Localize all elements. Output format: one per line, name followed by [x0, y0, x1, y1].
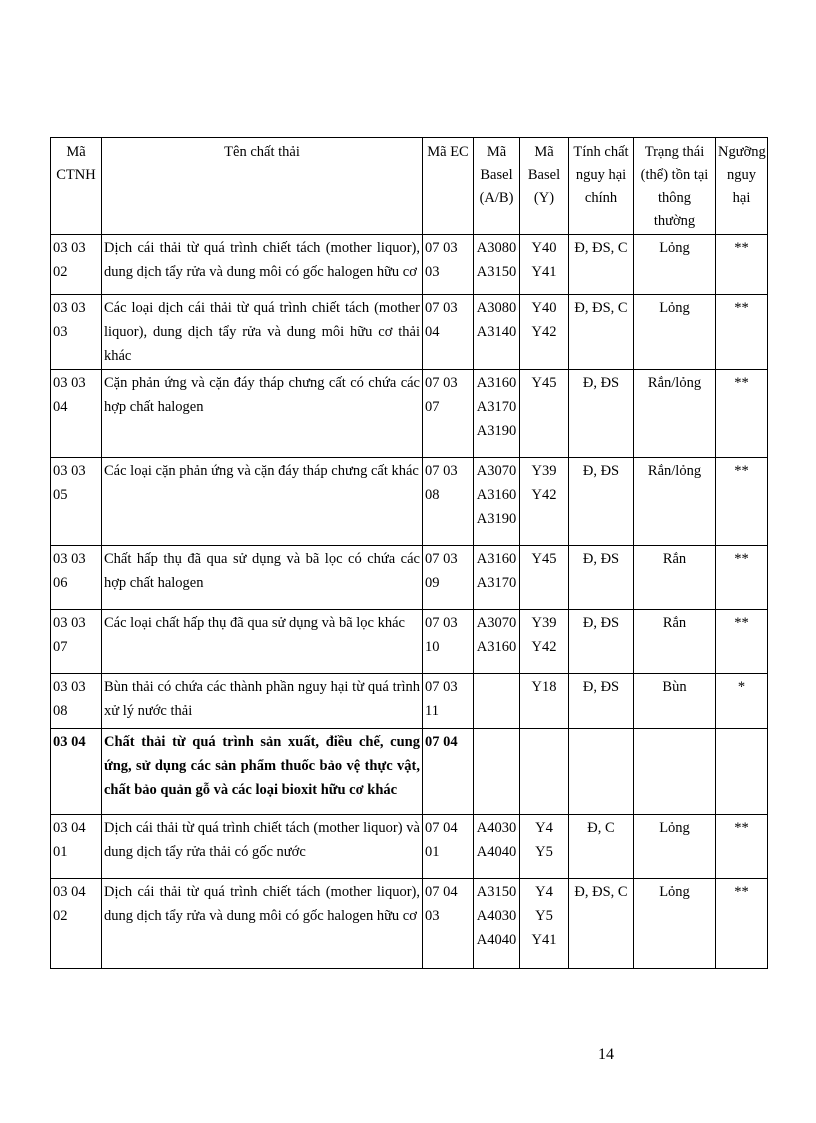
ma-ctnh-cell: 03 03 02: [51, 235, 102, 295]
header-basel-y: Mã Basel (Y): [520, 138, 569, 235]
table-body: [51, 235, 768, 969]
basel-y-cell-value: Y42: [531, 487, 557, 503]
basel-ab-cell-value: A4030: [476, 908, 517, 924]
nguong-cell: **: [716, 879, 768, 969]
basel-ab-cell: [474, 674, 520, 729]
ma-ec-cell: 07 03 08: [423, 458, 474, 546]
basel-y-cell: [520, 729, 569, 815]
table-row: [51, 815, 768, 879]
basel-y-cell: [520, 610, 569, 674]
basel-ab-cell-value: A3070: [476, 463, 517, 479]
nguong-cell: **: [716, 815, 768, 879]
nguong-cell: **: [716, 295, 768, 370]
basel-ab-cell: [474, 235, 520, 295]
ten-chat-thai-cell: Các loại cặn phản ứng và cặn đáy tháp chưng cất khác: [102, 458, 423, 546]
basel-y-cell: [520, 295, 569, 370]
header-basel-ab: Mã Basel (A/B): [474, 138, 520, 235]
ma-ctnh-cell: 03 03 06: [51, 546, 102, 610]
table-row: [51, 235, 768, 295]
ma-ec-cell: 07 03 07: [423, 370, 474, 458]
basel-y-cell-value: Y40: [531, 240, 557, 256]
tinh-chat-cell: Đ, ĐS: [569, 674, 634, 729]
nguong-cell: *: [716, 674, 768, 729]
trang-thai-cell: Lỏng: [634, 815, 716, 879]
ma-ctnh-cell: 03 03 05: [51, 458, 102, 546]
basel-ab-cell-value: A4040: [476, 932, 517, 948]
basel-y-cell-value: Y39: [531, 463, 557, 479]
ten-chat-thai-cell: Cặn phản ứng và cặn đáy tháp chưng cất có chứa các hợp chất halogen: [102, 370, 423, 458]
basel-y-cell-value: Y45: [531, 551, 557, 567]
hazardous-waste-table: [50, 137, 768, 969]
ma-ec-cell: 07 04: [423, 729, 474, 815]
tinh-chat-cell: Đ, ĐS, C: [569, 879, 634, 969]
tinh-chat-cell: Đ, ĐS, C: [569, 235, 634, 295]
basel-ab-cell-value: A3160: [476, 639, 517, 655]
basel-ab-cell-value: A3080: [476, 300, 517, 316]
header-tinh-chat: Tính chất nguy hại chính: [569, 138, 634, 235]
basel-ab-cell-value: A3170: [476, 575, 517, 591]
header-nguong: Ngưỡng nguy hại: [716, 138, 768, 235]
basel-ab-cell-value: A4040: [476, 844, 517, 860]
table-row: [51, 879, 768, 969]
trang-thai-cell: [634, 729, 716, 815]
ma-ctnh-cell: 03 03 03: [51, 295, 102, 370]
basel-y-cell-value: Y5: [535, 844, 553, 860]
basel-ab-cell-value: A3140: [476, 324, 517, 340]
table-row: [51, 610, 768, 674]
basel-y-cell: [520, 546, 569, 610]
basel-y-cell: [520, 815, 569, 879]
basel-y-cell: [520, 458, 569, 546]
basel-y-cell: [520, 674, 569, 729]
ten-chat-thai-cell: Chất thải từ quá trình sản xuất, điều chế, cung ứng, sử dụng các sản phẩm thuốc bảo vệ thực vật, chất bảo quản gỗ và các loại bioxit hữu cơ khác: [102, 729, 423, 815]
table-row: [51, 458, 768, 546]
basel-ab-cell-value: A3160: [476, 375, 517, 391]
basel-ab-cell: [474, 879, 520, 969]
header-ma-ctnh: Mã CTNH: [51, 138, 102, 235]
ten-chat-thai-cell: Dịch cái thải từ quá trình chiết tách (mother liquor), dung dịch tẩy rửa và dung môi có gốc halogen hữu cơ: [102, 879, 423, 969]
tinh-chat-cell: [569, 729, 634, 815]
basel-ab-cell-value: A3080: [476, 240, 517, 256]
basel-ab-cell-value: A3190: [476, 511, 517, 527]
tinh-chat-cell: Đ, ĐS, C: [569, 295, 634, 370]
table-row: [51, 295, 768, 370]
ma-ec-cell: 07 04 01: [423, 815, 474, 879]
basel-ab-cell-value: A3160: [476, 487, 517, 503]
ma-ctnh-cell: 03 04: [51, 729, 102, 815]
basel-ab-cell-value: A4030: [476, 820, 517, 836]
basel-y-cell-value: Y39: [531, 615, 557, 631]
tinh-chat-cell: Đ, ĐS: [569, 546, 634, 610]
trang-thai-cell: Bùn: [634, 674, 716, 729]
basel-ab-cell-value: A3070: [476, 615, 517, 631]
trang-thai-cell: Lỏng: [634, 295, 716, 370]
basel-ab-cell-value: A3170: [476, 399, 517, 415]
trang-thai-cell: Rắn: [634, 546, 716, 610]
trang-thai-cell: Lỏng: [634, 879, 716, 969]
tinh-chat-cell: Đ, ĐS: [569, 458, 634, 546]
ma-ctnh-cell: 03 04 01: [51, 815, 102, 879]
ten-chat-thai-cell: Bùn thải có chứa các thành phần nguy hại từ quá trình xử lý nước thải: [102, 674, 423, 729]
basel-ab-cell-value: A3150: [476, 884, 517, 900]
basel-y-cell-value: Y42: [531, 639, 557, 655]
basel-y-cell: [520, 235, 569, 295]
basel-ab-cell: [474, 458, 520, 546]
nguong-cell: **: [716, 546, 768, 610]
ma-ctnh-cell: 03 03 08: [51, 674, 102, 729]
table-row: [51, 729, 768, 815]
trang-thai-cell: Lỏng: [634, 235, 716, 295]
basel-y-cell-value: Y41: [531, 264, 557, 280]
ma-ctnh-cell: 03 03 07: [51, 610, 102, 674]
page-number: 14: [598, 1046, 614, 1063]
table-row: [51, 674, 768, 729]
ten-chat-thai-cell: Các loại dịch cái thải từ quá trình chiết tách (mother liquor), dung dịch tẩy rửa và dung môi hữu cơ thải khác: [102, 295, 423, 370]
basel-y-cell-value: Y41: [531, 932, 557, 948]
basel-ab-cell-value: A3190: [476, 423, 517, 439]
basel-ab-cell: [474, 729, 520, 815]
nguong-cell: **: [716, 235, 768, 295]
nguong-cell: **: [716, 610, 768, 674]
ma-ec-cell: 07 03 04: [423, 295, 474, 370]
basel-y-cell-value: Y18: [531, 679, 557, 695]
trang-thai-cell: Rắn/lỏng: [634, 458, 716, 546]
header-ten-chat-thai: Tên chất thải: [102, 138, 423, 235]
basel-y-cell: [520, 879, 569, 969]
header-trang-thai: Trạng thái (thể) tồn tại thông thường: [634, 138, 716, 235]
basel-ab-cell: [474, 610, 520, 674]
ma-ec-cell: 07 03 11: [423, 674, 474, 729]
basel-ab-cell: [474, 295, 520, 370]
ma-ec-cell: 07 04 03: [423, 879, 474, 969]
tinh-chat-cell: Đ, ĐS: [569, 610, 634, 674]
basel-ab-cell: [474, 546, 520, 610]
basel-y-cell: [520, 370, 569, 458]
basel-y-cell-value: Y5: [535, 908, 553, 924]
basel-y-cell-value: Y4: [535, 820, 553, 836]
nguong-cell: [716, 729, 768, 815]
trang-thai-cell: Rắn/lỏng: [634, 370, 716, 458]
basel-y-cell-value: Y45: [531, 375, 557, 391]
basel-ab-cell-value: A3160: [476, 551, 517, 567]
basel-y-cell-value: Y4: [535, 884, 553, 900]
tinh-chat-cell: Đ, ĐS: [569, 370, 634, 458]
basel-ab-cell: [474, 370, 520, 458]
ma-ec-cell: 07 03 03: [423, 235, 474, 295]
ten-chat-thai-cell: Dịch cái thải từ quá trình chiết tách (mother liquor), dung dịch tẩy rửa và dung môi có gốc halogen hữu cơ: [102, 235, 423, 295]
ten-chat-thai-cell: Các loại chất hấp thụ đã qua sử dụng và bã lọc khác: [102, 610, 423, 674]
basel-y-cell-value: Y42: [531, 324, 557, 340]
basel-ab-cell-value: A3150: [476, 264, 517, 280]
nguong-cell: **: [716, 458, 768, 546]
table-header-row: [51, 138, 768, 235]
basel-y-cell-value: Y40: [531, 300, 557, 316]
table-row: [51, 546, 768, 610]
table-row: [51, 370, 768, 458]
trang-thai-cell: Rắn: [634, 610, 716, 674]
ma-ctnh-cell: 03 03 04: [51, 370, 102, 458]
ma-ec-cell: 07 03 10: [423, 610, 474, 674]
ten-chat-thai-cell: Chất hấp thụ đã qua sử dụng và bã lọc có chứa các hợp chất halogen: [102, 546, 423, 610]
nguong-cell: **: [716, 370, 768, 458]
basel-ab-cell: [474, 815, 520, 879]
header-ma-ec: Mã EC: [423, 138, 474, 235]
ma-ctnh-cell: 03 04 02: [51, 879, 102, 969]
ma-ec-cell: 07 03 09: [423, 546, 474, 610]
tinh-chat-cell: Đ, C: [569, 815, 634, 879]
ten-chat-thai-cell: Dịch cái thải từ quá trình chiết tách (mother liquor) và dung dịch tẩy rửa thải có gốc nước: [102, 815, 423, 879]
